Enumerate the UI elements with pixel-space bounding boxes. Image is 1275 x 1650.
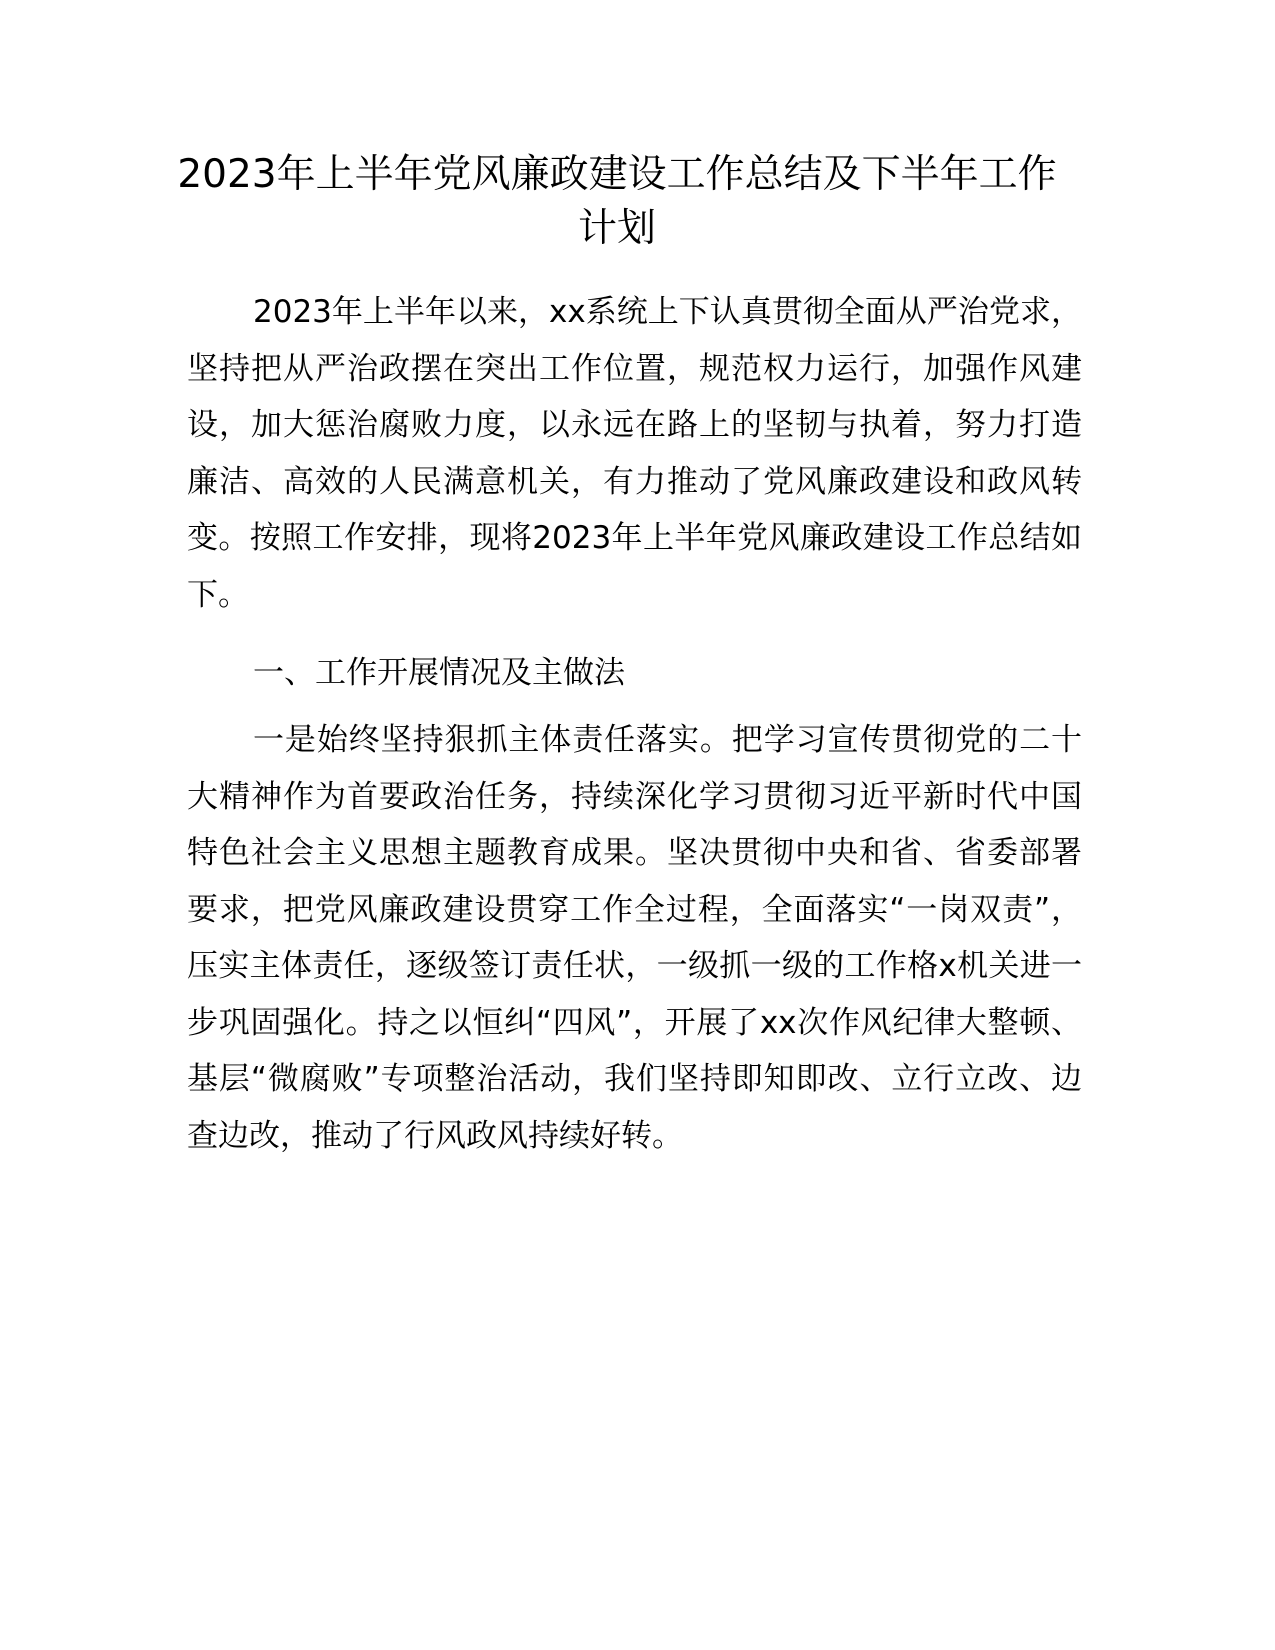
intro-paragraph: 2023年上半年以来，xx系统上下认真贯彻全面从严治党求，坚持把从严治政摆在突出工作位置，规范权力运行，加强作风建设，加大惩治腐败力度，以永远在路上的坚韧与执着，努力打造廉洁、高效的人民满意机关，有力推动了党风廉政建设和政风转变。按照工作安排，现将2023年上半年党风廉政建设工作总结如下。 (187, 294, 1082, 613)
body-paragraph: 一是始终坚持狠抓主体责任落实。把学习宣传贯彻党的二十大精神作为首要政治任务，持续深化学习贯彻习近平新时代中国特色社会主义思想主题教育成果。坚决贯彻中央和省、省委部署要求，把党风廉政建设贯穿工作全过程，全面落实“一岗双责”，压实主体责任，逐级签订责任状，一级抓一级的工作格x机关进一步巩固强化。持之以恒纠“四风”，开展了xx次作风纪律大整顿、基层“微腐败”专项整治活动，我们坚持即知即改、立行立改、边查边改，推动了行风政风持续好转。 (187, 722, 1082, 1154)
document-title: 2023年上半年党风廉政建设工作总结及下半年工作计划 (177, 152, 1057, 251)
section-heading: 一、工作开展情况及主做法 (253, 655, 625, 691)
